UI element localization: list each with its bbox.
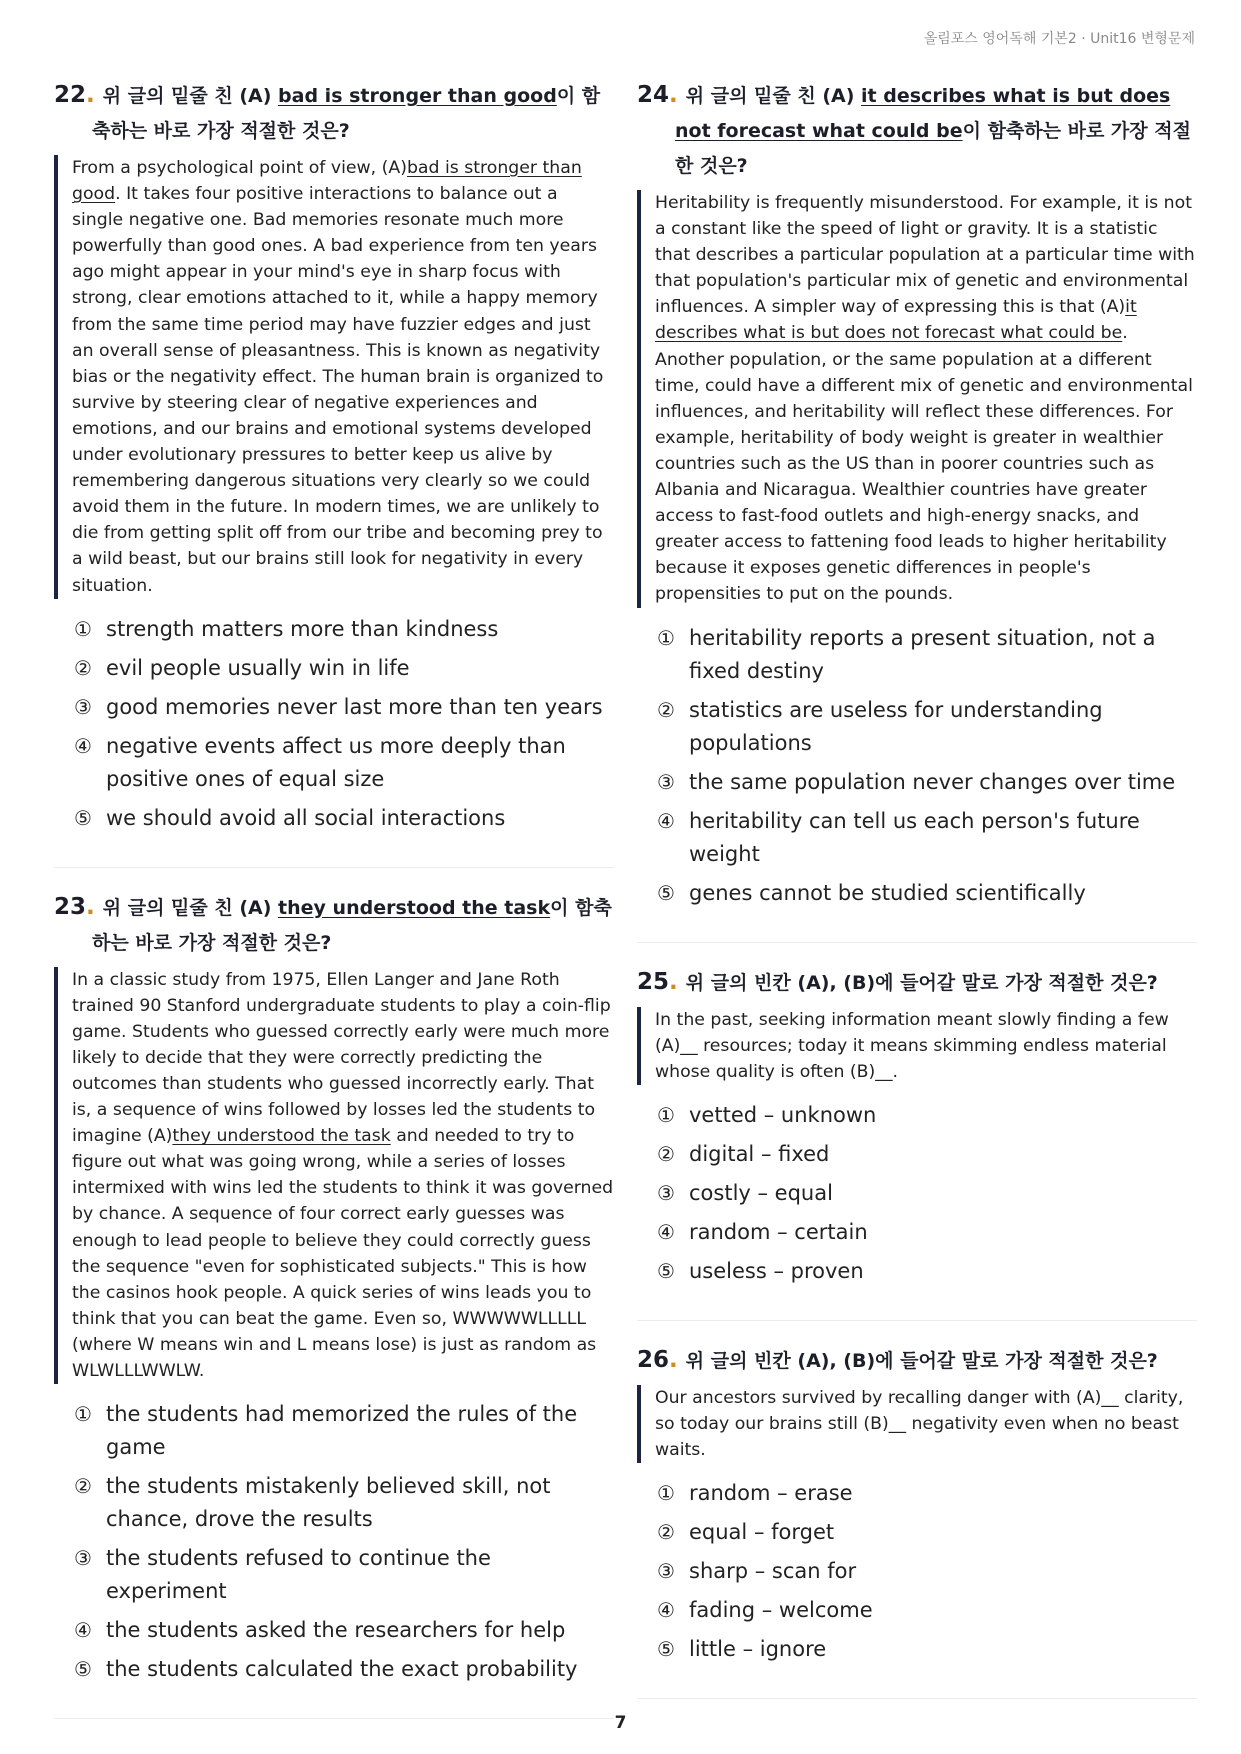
passage: [54, 155, 614, 599]
answer-option-5[interactable]: [74, 802, 614, 835]
title-text: 위 글의 빈칸 (A), (B)에 들어갈 말로 가장 적절한 것은?: [685, 971, 1158, 994]
answer-option-1[interactable]: [657, 1477, 1197, 1510]
answer-options: [54, 613, 614, 835]
title-text: 위 글의 밑줄 친 (A): [102, 85, 279, 107]
passage: [637, 1385, 1197, 1463]
title-underlined-phrase: bad is stronger than good: [278, 85, 557, 107]
question-number: 24: [637, 82, 670, 108]
option-number: ③: [657, 1180, 675, 1205]
option-number: ⑤: [74, 805, 92, 830]
question-number: 22: [54, 82, 87, 108]
title-text: 위 글의 밑줄 친 (A): [102, 896, 279, 919]
option-text: heritability reports a present situation, not a fixed destiny: [689, 625, 1156, 683]
option-text: useless – proven: [689, 1258, 864, 1283]
option-text: the students asked the researchers for help: [106, 1618, 566, 1643]
passage-text-end: and needed to try to figure out what was going wrong, while a series of losses intermixed with wins led the students to think it was governed by chance. A sequence of four correct early guesses was enough to lead people to believe they could correctly guess the sequence "even for sophisticated subjects." This is how the casinos hook people. A quick series of wins leads you to think that you can beat the game. Even so, WWWWWLLLLL (where W means win and L means lose) is just as random as WLWLLLWWLW.: [72, 1126, 614, 1381]
option-text: fading – welcome: [689, 1598, 873, 1623]
question-number-dot: .: [669, 1346, 678, 1373]
option-text: heritability can tell us each person's future weight: [689, 808, 1140, 866]
answer-option-5[interactable]: [657, 1633, 1197, 1666]
passage-underlined-phrase: it describes what is but does not forecast what could be: [655, 297, 1137, 344]
question-title: [637, 965, 1197, 1001]
option-text: sharp – scan for: [689, 1559, 857, 1584]
answer-option-1[interactable]: [74, 1398, 614, 1464]
title-underlined-phrase: it describes what is but does not forecast what could be: [675, 85, 1171, 142]
question-number-dot: .: [669, 82, 678, 108]
passage: [637, 190, 1197, 608]
option-number: ①: [74, 616, 92, 641]
question-title: [54, 890, 614, 961]
option-text: we should avoid all social interactions: [106, 805, 506, 830]
question-number-dot: .: [86, 893, 95, 920]
answer-option-5[interactable]: [657, 1255, 1197, 1288]
answer-option-1[interactable]: [657, 622, 1197, 688]
question-title: [54, 78, 614, 149]
answer-option-2[interactable]: [74, 652, 614, 685]
answer-option-2[interactable]: [657, 1138, 1197, 1171]
title-text: 위 글의 밑줄 친 (A): [685, 85, 862, 107]
option-text: the students mistakenly believed skill, not chance, drove the results: [106, 1474, 551, 1532]
option-text: the students had memorized the rules of the game: [106, 1402, 578, 1460]
passage-text: From a psychological point of view, (A): [72, 158, 407, 178]
option-number: ②: [74, 655, 92, 680]
option-text: the same population never changes over time: [689, 769, 1176, 794]
answer-options: [54, 1398, 614, 1686]
passage-text-end: . Another population, or the same population at a different time, could have a different mix of genetic and environmental influences, and heritability will reflect these differences. For example, heritability of body weight is greater in wealthier countries such as the US than in poorer countries such as Albania and Nicaragua. Wealthier countries have greater access to fast-food outlets and high-energy snacks, and greater access to fattening food leads to higher heritability because it exposes genetic differences in people's propensities to put on the pounds.: [655, 323, 1193, 605]
answer-option-3[interactable]: [657, 1555, 1197, 1588]
question-number: 25: [637, 968, 670, 995]
answer-option-4[interactable]: [657, 1594, 1197, 1627]
answer-option-3[interactable]: [657, 1177, 1197, 1210]
question-number-dot: .: [669, 968, 678, 995]
left-column: [54, 78, 614, 1741]
passage-text: Heritability is frequently misunderstood. For example, it is not a constant like the speed of light or gravity. It is a statistic that describes a particular population at a particular time with that population's particular mix of genetic and environmental influences. A simpler way of expressing this is that (A): [655, 193, 1195, 318]
option-text: equal – forget: [689, 1520, 835, 1545]
question-number-dot: .: [86, 82, 95, 108]
answer-option-4[interactable]: [657, 1216, 1197, 1249]
answer-option-4[interactable]: [74, 730, 614, 796]
title-underlined-phrase: they understood the task: [278, 896, 551, 919]
title-text-end: 이 함축하는 바로 가장 적절한 것은?: [675, 120, 1191, 177]
answer-option-1[interactable]: [74, 613, 614, 646]
option-text: statistics are useless for understanding populations: [689, 697, 1103, 755]
option-number: ④: [657, 1219, 675, 1244]
option-text: genes cannot be studied scientifically: [689, 880, 1086, 905]
option-number: ⑤: [657, 1258, 675, 1283]
question-number: 23: [54, 893, 87, 920]
option-number: ②: [657, 1520, 675, 1545]
title-text-end: 이 함축하는 바로 가장 적절한 것은?: [92, 85, 601, 142]
passage-underlined-phrase: bad is stronger than good: [72, 158, 582, 205]
passage-text: Our ancestors survived by recalling danger with (A)__ clarity, so today our brains still (B)__ negativity even when no beast waits.: [655, 1387, 1184, 1460]
option-text: random – certain: [689, 1219, 868, 1244]
option-number: ②: [74, 1474, 92, 1499]
question-26: [637, 1343, 1197, 1699]
answer-option-4[interactable]: [657, 805, 1197, 871]
option-number: ⑤: [657, 880, 675, 905]
passage-text: In a classic study from 1975, Ellen Langer and Jane Roth trained 90 Stanford undergraduate students to play a coin-flip game. Students who guessed correctly early were much more likely to decide that they were correctly predicting the outcomes than students who guessed incorrectly early. That is, a sequence of wins followed by losses led the students to imagine (A): [72, 969, 611, 1147]
option-text: the students calculated the exact probability: [106, 1657, 578, 1682]
title-text-end: 이 함축하는 바로 가장 적절한 것은?: [92, 896, 612, 954]
option-text: the students refused to continue the experiment: [106, 1546, 491, 1604]
answer-option-3[interactable]: [74, 1542, 614, 1608]
answer-options: [637, 1099, 1197, 1288]
option-number: ④: [657, 808, 675, 833]
question-25: [637, 965, 1197, 1321]
option-text: little – ignore: [689, 1637, 827, 1662]
passage-underlined-phrase: they understood the task: [172, 1126, 391, 1147]
question-title: [637, 78, 1197, 184]
option-text: costly – equal: [689, 1180, 833, 1205]
answer-option-4[interactable]: [74, 1614, 614, 1647]
option-number: ③: [74, 694, 92, 719]
question-24: [637, 78, 1197, 943]
answer-option-5[interactable]: [657, 877, 1197, 910]
option-text: good memories never last more than ten years: [106, 694, 603, 719]
answer-options: [637, 622, 1197, 910]
question-title: [637, 1343, 1197, 1379]
option-text: random – erase: [689, 1481, 853, 1506]
passage-text: In the past, seeking information meant slowly finding a few (A)__ resources; today it means skimming endless material whose quality is often (B)__.: [655, 1009, 1169, 1082]
answer-options: [637, 1477, 1197, 1666]
answer-option-3[interactable]: [657, 766, 1197, 799]
answer-option-2[interactable]: [657, 1516, 1197, 1549]
answer-option-2[interactable]: [74, 1470, 614, 1536]
answer-option-5[interactable]: [74, 1653, 614, 1686]
option-number: ⑤: [74, 1657, 92, 1682]
option-text: evil people usually win in life: [106, 655, 410, 680]
page-header: 올림포스 영어독해 기본2 · Unit16 변형문제: [923, 31, 1195, 47]
option-number: ②: [657, 1141, 675, 1166]
page-number: 7: [614, 1713, 627, 1733]
option-text: digital – fixed: [689, 1141, 830, 1166]
question-23: [54, 890, 614, 1720]
option-number: ④: [657, 1598, 675, 1623]
option-number: ②: [657, 697, 675, 722]
option-number: ③: [657, 769, 675, 794]
answer-option-1[interactable]: [657, 1099, 1197, 1132]
title-text: 위 글의 빈칸 (A), (B)에 들어갈 말로 가장 적절한 것은?: [685, 1349, 1158, 1372]
option-text: negative events affect us more deeply than positive ones of equal size: [106, 733, 566, 791]
right-column: [637, 78, 1197, 1721]
passage: [54, 967, 614, 1385]
answer-option-2[interactable]: [657, 694, 1197, 760]
passage: [637, 1007, 1197, 1085]
option-number: ①: [657, 1481, 675, 1506]
question-number: 26: [637, 1346, 670, 1373]
option-number: ④: [74, 733, 92, 758]
option-number: ④: [74, 1618, 92, 1643]
option-text: vetted – unknown: [689, 1102, 877, 1127]
passage-text-end: . It takes four positive interactions to balance out a single negative one. Bad memories resonate much more powerfully than good ones. A bad experience from ten years ago might appear in your mind's eye in sharp focus with strong, clear emotions attached to it, while a happy memory from the same time period may have fuzzier edges and just an overall sense of pleasantness. This is known as negativity bias or the negativity effect. The human brain is organized to survive by steering clear of negative experiences and emotions, and our brains and emotional systems developed under evolutionary pressures to better keep us alive by remembering dangerous situations very clearly so we could avoid them in the future. In modern times, we are unlikely to die from getting split off from our tribe and becoming prey to a wild beast, but our brains still look for negativity in every situation.: [72, 184, 604, 596]
option-number: ⑤: [657, 1637, 675, 1662]
option-number: ③: [74, 1546, 92, 1571]
option-text: strength matters more than kindness: [106, 616, 499, 641]
option-number: ①: [657, 1102, 675, 1127]
option-number: ①: [657, 625, 675, 650]
option-number: ③: [657, 1559, 675, 1584]
question-22: [54, 78, 614, 868]
answer-option-3[interactable]: [74, 691, 614, 724]
option-number: ①: [74, 1402, 92, 1427]
